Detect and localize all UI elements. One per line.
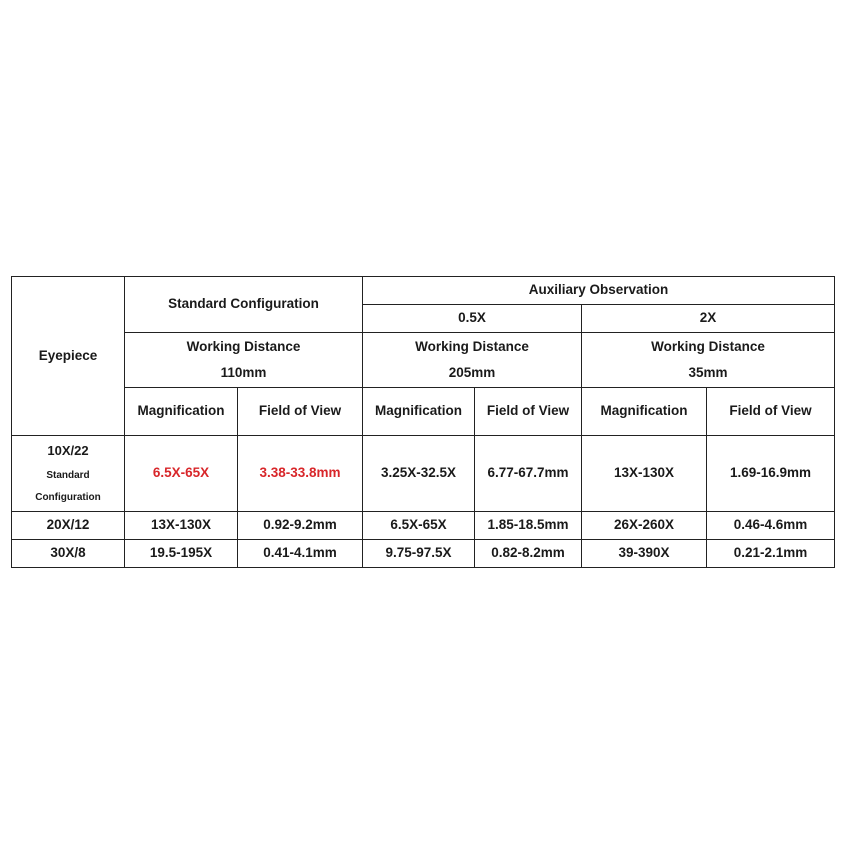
field-of-view-header-aux-2x: Field of View <box>707 388 835 436</box>
aux-0.5x-field-of-view-cell: 0.82-8.2mm <box>475 540 582 568</box>
working-distance-label: Working Distance <box>651 339 765 355</box>
aux-2x-field-of-view-cell: 0.46-4.6mm <box>707 512 835 540</box>
magnification-spec-table <box>11 276 835 568</box>
magnification-header-standard: Magnification <box>125 388 238 436</box>
table-row <box>12 512 835 540</box>
standard-field-of-view-cell: 0.41-4.1mm <box>238 540 363 568</box>
working-distance-label: Working Distance <box>186 339 301 355</box>
working-distance-value: 205mm <box>448 364 496 380</box>
aux-0.5x-magnification-cell: 9.75-97.5X <box>363 540 475 568</box>
standard-configuration-header: Standard Configuration <box>125 277 363 333</box>
working-distance-standard <box>125 333 363 388</box>
eyepiece-cell: 30X/8 <box>12 540 125 568</box>
field-of-view-header-standard: Field of View <box>238 388 363 436</box>
standard-field-of-view-cell: 0.92-9.2mm <box>238 512 363 540</box>
magnification-header-aux-0.5x: Magnification <box>363 388 475 436</box>
working-distance-value: 110mm <box>220 364 267 380</box>
aux-0.5x-magnification-cell: 6.5X-65X <box>363 512 475 540</box>
eyepiece-cell <box>12 436 125 512</box>
eyepiece-note: Configuration <box>35 491 101 503</box>
aux-0.5x-field-of-view-cell: 1.85-18.5mm <box>475 512 582 540</box>
standard-field-of-view-cell: 3.38-33.8mm <box>238 436 363 512</box>
standard-magnification-cell: 6.5X-65X <box>125 436 238 512</box>
aux-2x-magnification-cell: 13X-130X <box>582 436 707 512</box>
working-distance-value: 35mm <box>688 364 728 380</box>
aux-2x-magnification-cell: 39-390X <box>582 540 707 568</box>
standard-magnification-cell: 13X-130X <box>125 512 238 540</box>
aux-2x-header: 2X <box>582 305 835 333</box>
aux-2x-magnification-cell: 26X-260X <box>582 512 707 540</box>
aux-0.5x-magnification-cell: 3.25X-32.5X <box>363 436 475 512</box>
working-distance-aux-0.5x <box>363 333 582 388</box>
table-row <box>12 436 835 512</box>
magnification-header-aux-2x: Magnification <box>582 388 707 436</box>
auxiliary-observation-header: Auxiliary Observation <box>363 277 835 305</box>
working-distance-label: Working Distance <box>415 339 529 355</box>
table-row <box>12 540 835 568</box>
eyepiece-note: Standard <box>46 469 90 481</box>
eyepiece-header: Eyepiece <box>12 277 125 436</box>
field-of-view-header-aux-0.5x: Field of View <box>475 388 582 436</box>
working-distance-aux-2x <box>582 333 835 388</box>
eyepiece-cell: 20X/12 <box>12 512 125 540</box>
header-row-group-titles <box>12 277 835 305</box>
eyepiece-model: 10X/22 <box>47 443 89 459</box>
aux-0.5x-header: 0.5X <box>363 305 582 333</box>
header-row-columns <box>12 388 835 436</box>
header-row-working-distance <box>12 333 835 388</box>
aux-2x-field-of-view-cell: 1.69-16.9mm <box>707 436 835 512</box>
standard-magnification-cell: 19.5-195X <box>125 540 238 568</box>
aux-2x-field-of-view-cell: 0.21-2.1mm <box>707 540 835 568</box>
aux-0.5x-field-of-view-cell: 6.77-67.7mm <box>475 436 582 512</box>
